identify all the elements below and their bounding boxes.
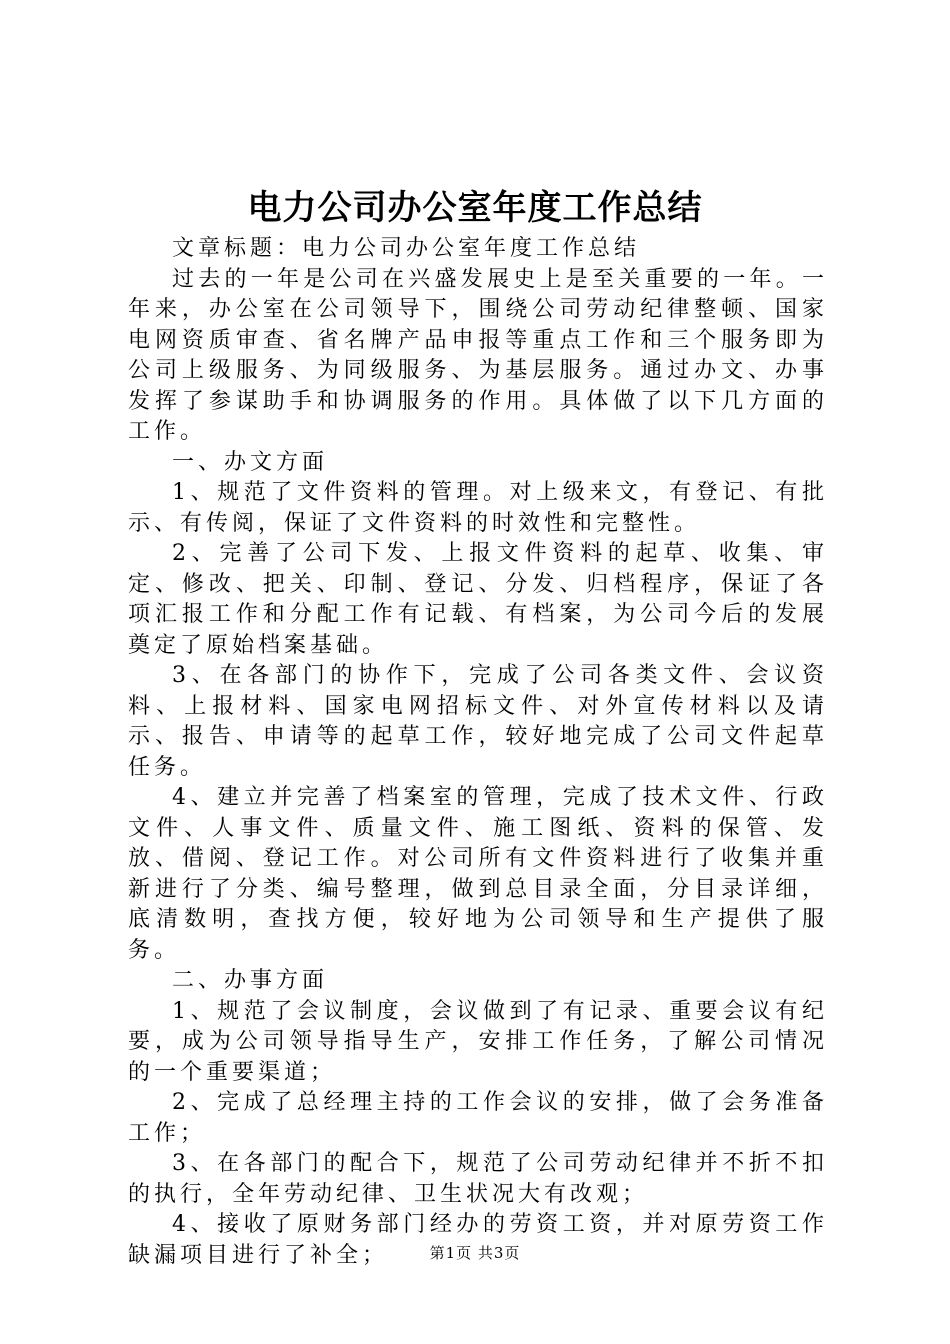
article-title-line: 文章标题：电力公司办公室年度工作总结 [172,236,641,261]
documents-item-3: 3、在各部门的协作下，完成了公司各类文件、会议资料、上报材料、国家电网招标文件、对外宣传材料以及请示、报告、申请等的起草工作，较好地完成了公司文件起草任务。 [128,663,828,780]
document-body [128,234,828,1271]
documents-item-2: 2、完善了公司下发、上报文件资料的起草、收集、审定、修改、把关、印制、登记、分发、归档程序，保证了各项汇报工作和分配工作有记载、有档案，为公司今后的发展奠定了原始档案基础。 [128,541,828,658]
documents-item-4: 4、建立并完善了档案室的管理，完成了技术文件、行政文件、人事文件、质量文件、施工图纸、资料的保管、发放、借阅、登记工作。对公司所有文件资料进行了收集并重新进行了分类、编号整理，做到总目录全面，分目录详细，底清数明，查找方便，较好地为公司领导和生产提供了服务。 [128,785,828,963]
documents-item-1: 1、规范了文件资料的管理。对上级来文，有登记、有批示、有传阅，保证了文件资料的时效性和完整性。 [128,480,828,536]
affairs-item-3: 3、在各部门的配合下，规范了公司劳动纪律并不折不扣的执行，全年劳动纪律、卫生状况大有改观； [128,1151,828,1207]
document-title: 电力公司办公室年度工作总结 [247,188,703,228]
affairs-item-4: 4、接收了原财务部门经办的劳资工资，并对原劳资工作缺漏项目进行了补全； [128,1212,828,1268]
section-heading-documents: 一、办文方面 [172,449,329,475]
page-footer: 第1页 共3页 [429,1244,521,1262]
section-heading-affairs: 二、办事方面 [172,968,329,993]
intro-paragraph: 过去的一年是公司在兴盛发展史上是至关重要的一年。一年来，办公室在公司领导下，围绕公司劳动纪律整顿、国家电网资质审查、省名牌产品申报等重点工作和三个服务即为公司上级服务、为同级服务、为基层服务。通过办文、办事发挥了参谋助手和协调服务的作用。具体做了以下几方面的工作。 [128,266,828,444]
affairs-item-2: 2、完成了总经理主持的工作会议的安排，做了会务准备工作； [128,1090,828,1146]
affairs-item-1: 1、规范了会议制度，会议做到了有记录、重要会议有纪要，成为公司领导指导生产，安排工作任务，了解公司情况的一个重要渠道； [128,998,828,1085]
